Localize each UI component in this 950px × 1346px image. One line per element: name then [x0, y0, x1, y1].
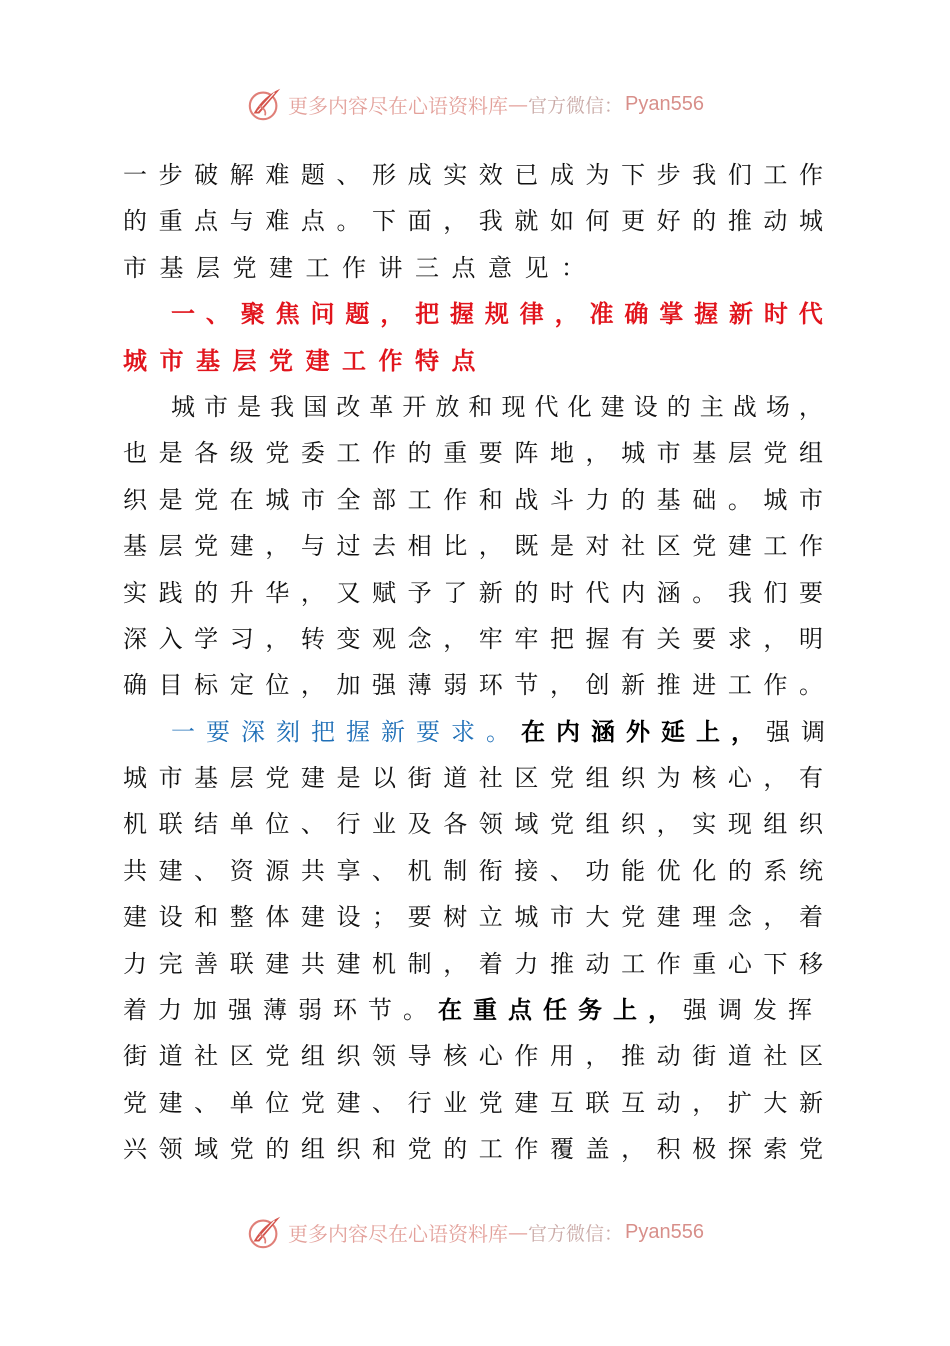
watermark-dash: — — [508, 1220, 528, 1244]
subheading-blue: 一要深刻把握新要求。 — [171, 717, 521, 746]
text-line: 一 步 破 解 难 题 、 形 成 实 效 已 成 为 下 步 我 们 工 作 — [123, 161, 823, 189]
text-line: 共 建 、 资 源 共 享 、 机 制 衔 接 、 功 能 优 化 的 系 统 — [123, 856, 823, 885]
text-line: 基 层 党 建 ， 与 过 去 相 比 ， 既 是 对 社 区 党 建 工 作 — [123, 532, 823, 561]
quill-logo-icon — [246, 1213, 284, 1251]
subheading-bold: 在内涵外延上， — [521, 716, 766, 746]
bold-segment: 在重点任务上， — [438, 995, 683, 1025]
text-line: 党 建 、 单 位 党 建 、 行 业 党 建 互 联 互 动 ， 扩 大 新 — [123, 1088, 823, 1117]
text-line: 织 是 党 在 城 市 全 部 工 作 和 战 斗 力 的 基 础 。 城 市 — [123, 485, 823, 514]
text-segment: 着力加强薄弱环节。 — [123, 996, 438, 1025]
text-line: 深 入 学 习 ， 转 变 观 念 ， 牢 牢 把 握 有 关 要 求 ， 明 — [123, 624, 823, 653]
header-watermark — [0, 84, 950, 124]
text-line: 市基层党建工作讲三点意见： — [123, 253, 598, 282]
document-body — [123, 152, 836, 1173]
text-line: 建 设 和 整 体 建 设 ； 要 树 立 城 市 大 党 建 理 念 ， 着 — [123, 903, 823, 932]
text-line: 的 重 点 与 难 点 。 下 面 ， 我 就 如 何 更 好 的 推 动 城 — [123, 207, 823, 236]
subheading-line — [123, 709, 836, 755]
text-line: 确 目 标 定 位 ， 加 强 薄 弱 环 节 ， 创 新 推 进 工 作 。 — [123, 671, 823, 700]
text-line: 力 完 善 联 建 共 建 机 制 ， 着 力 推 动 工 作 重 心 下 移 — [123, 949, 823, 978]
watermark-text: 更多内容尽在心语资料库 — [288, 93, 508, 118]
watermark-dash: — — [508, 92, 528, 116]
quill-logo-icon — [246, 85, 284, 123]
text-line: 兴 领 域 党 的 组 织 和 党 的 工 作 覆 盖 ， 积 极 探 索 党 — [123, 1135, 823, 1164]
text-line: 也 是 各 级 党 委 工 作 的 重 要 阵 地 ， 城 市 基 层 党 组 — [123, 439, 823, 468]
mixed-text-line — [123, 987, 823, 1033]
text-segment: 强调发挥 — [683, 996, 823, 1025]
text-line: 城 市 基 层 党 建 是 以 街 道 社 区 党 组 织 为 核 心 ， 有 — [123, 764, 823, 793]
section-heading-line: 城市基层党建工作特点 — [123, 345, 488, 375]
watermark-wechat-label: 官方微信： — [528, 1222, 624, 1245]
watermark-text: 更多内容尽在心语资料库 — [288, 1221, 508, 1246]
text-line: 街 道 社 区 党 组 织 领 导 核 心 作 用 ， 推 动 街 道 社 区 — [123, 1042, 823, 1071]
watermark-wechat-id: Pyan556 — [625, 92, 704, 115]
watermark-wechat-id: Pyan556 — [625, 1220, 704, 1243]
text-line: 城 市 是 我 国 改 革 开 放 和 现 代 化 建 设 的 主 战 场 ， — [171, 392, 823, 421]
text-line: 机 联 结 单 位 、 行 业 及 各 领 域 党 组 织 ， 实 现 组 织 — [123, 810, 823, 839]
subheading-rest: 强调 — [766, 717, 836, 746]
text-line: 实 践 的 升 华 ， 又 赋 予 了 新 的 时 代 内 涵 。 我 们 要 — [123, 578, 823, 607]
watermark-wechat-label: 官方微信： — [528, 94, 624, 117]
footer-watermark — [0, 1212, 950, 1252]
section-heading-line: 一 、 聚 焦 问 题 ， 把 握 规 律 ， 准 确 掌 握 新 时 代 — [171, 299, 823, 329]
